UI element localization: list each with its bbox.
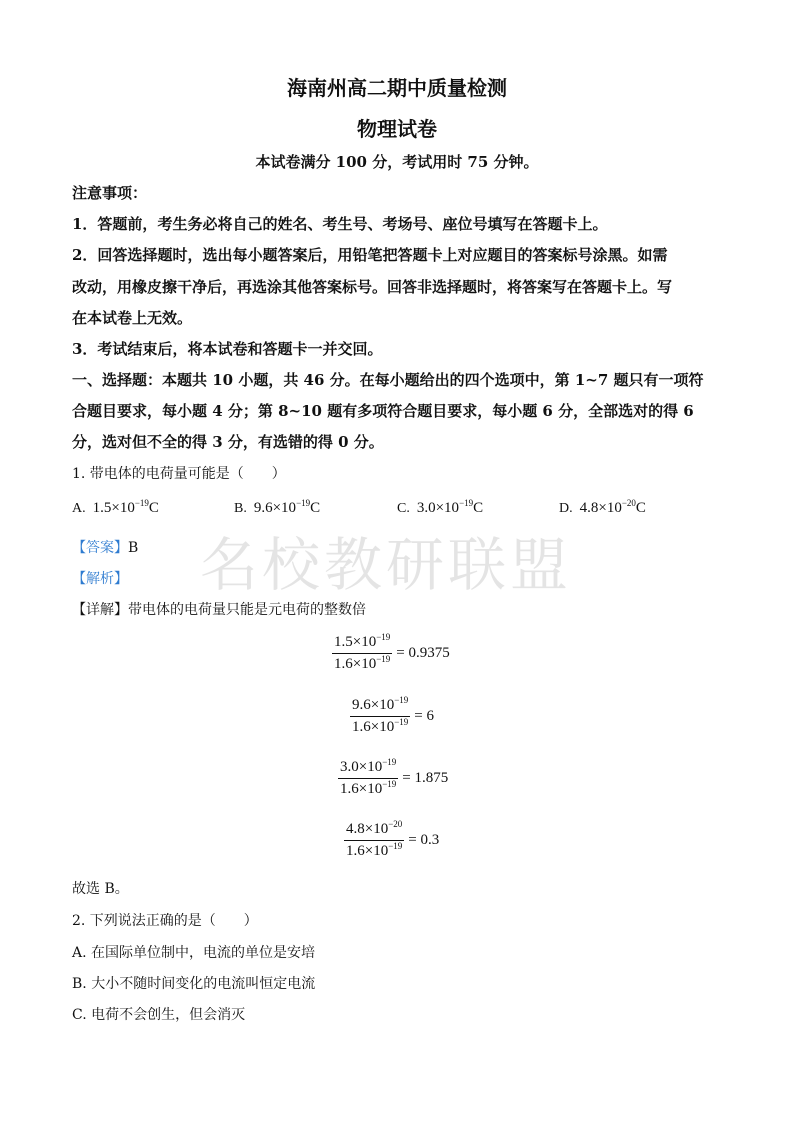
detail-text: 带电体的电荷量只能是元电荷的整数倍 <box>128 602 366 618</box>
q1-option-d: D. $4.8\times 10^{-20}C$ <box>559 498 646 516</box>
q2-option-b: B. 大小不随时间变化的电流叫恒定电流 <box>72 976 316 992</box>
q2-stem: 2. 下列说法正确的是（ ） <box>72 913 258 929</box>
instruction-item-2-line-3: 在本试卷上无效。 <box>72 309 193 327</box>
q1-option-a: A. $1.5\times 10^{-19}C$ <box>72 498 159 516</box>
q1-detail <box>72 599 366 619</box>
fraction-equation-2: $\frac{9.6\times 10^{-19}}{1.6\times 10^{-19}}$ = 6 <box>352 695 435 735</box>
section1-line-2: 合题目要求，每小题 4 分；第 8~10 题有多项符合题目要求，每小题 6 分，全部选对的得 6 <box>72 402 694 420</box>
instruction-item-2-line-1: 2．回答选择题时，选出每小题答案后，用铅笔把答题卡上对应题目的答案标号涂黑。如需 <box>72 246 668 264</box>
instructions-heading: 注意事项： <box>72 184 148 202</box>
exam-subject: 物理试卷 <box>357 117 437 141</box>
fraction-equation-1: $\frac{1.5\times 10^{-19}}{1.6\times 10^{-19}}$ = 0.9375 <box>334 632 450 672</box>
fraction-equation-4: $\frac{4.8\times 10^{-20}}{1.6\times 10^{-19}}$ = 0.3 <box>346 819 440 859</box>
q2-option-c: C. 电荷不会创生，但会消灭 <box>72 1007 246 1023</box>
detail-tag: 【详解】 <box>72 602 128 618</box>
exam-note: 本试卷满分 100 分，考试用时 75 分钟。 <box>255 153 539 171</box>
instruction-item-2-line-2: 改动，用橡皮擦干净后，再选涂其他答案标号。回答非选择题时，将答案写在答题卡上。写 <box>72 278 673 296</box>
q1-conclusion: 故选 B。 <box>72 881 129 897</box>
section1-line-1: 一、选择题：本题共 10 小题，共 46 分。在每小题给出的四个选项中，第 1~7 题只有一项符 <box>72 371 704 389</box>
q1-option-c: C. $3.0\times 10^{-19}C$ <box>397 498 484 516</box>
analysis-tag: 【解析】 <box>72 571 128 587</box>
instruction-item-1: 1．答题前，考生务必将自己的姓名、考生号、考场号、座位号填写在答题卡上。 <box>72 215 608 233</box>
exam-title: 海南州高二期中质量检测 <box>287 76 507 100</box>
answer-tag: 【答案】 <box>72 540 128 556</box>
q2-option-a: A. 在国际单位制中，电流的单位是安培 <box>72 945 316 961</box>
fraction-equation-3: $\frac{3.0\times 10^{-19}}{1.6\times 10^{-19}}$ = 1.875 <box>340 757 449 797</box>
answer-value: B <box>128 540 139 556</box>
section1-line-3: 分，选对但不全的得 3 分，有选错的得 0 分。 <box>72 433 384 451</box>
q1-answer <box>72 537 138 557</box>
q1-stem: 1. 带电体的电荷量可能是（ ） <box>72 466 286 482</box>
q1-option-b: B. $9.6\times 10^{-19}C$ <box>234 498 321 516</box>
watermark: 名校教研联盟 <box>200 531 573 599</box>
instruction-item-3: 3．考试结束后，将本试卷和答题卡一并交回。 <box>72 340 383 358</box>
